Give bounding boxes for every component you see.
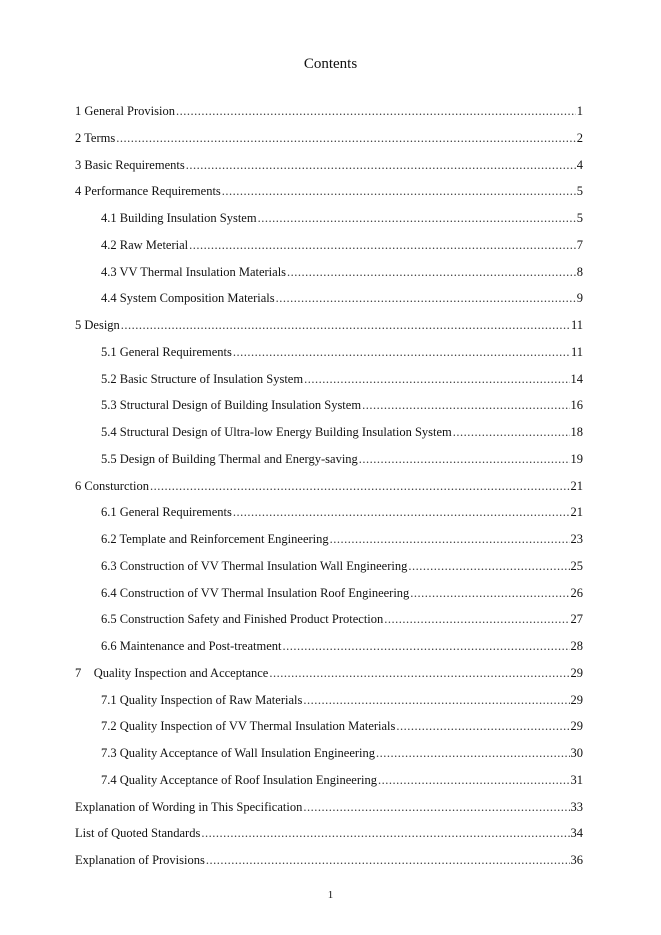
toc-entry [75, 178, 583, 205]
page-number: 1 [327, 889, 334, 901]
toc-entry [75, 526, 583, 553]
toc-entry-title: Explanation of Wording in This Specification [75, 799, 303, 814]
page-title: Contents [303, 56, 358, 72]
toc-entry-title: 7.1 Quality Inspection of Raw Materials [101, 692, 303, 707]
toc-entry-page: 9 [576, 291, 583, 306]
toc-dot-leader [233, 339, 570, 366]
toc-entry-page: 11 [570, 318, 583, 332]
toc-entry-page: 19 [570, 451, 583, 466]
toc-entry [75, 767, 583, 794]
table-of-contents [75, 98, 583, 874]
toc-dot-leader [206, 847, 570, 874]
toc-entry [75, 687, 583, 714]
toc-dot-leader [150, 473, 570, 500]
toc-entry-title: 6.1 General Requirements [101, 505, 232, 520]
toc-entry-title: 4.2 Raw Meterial [101, 237, 189, 252]
toc-dot-leader [276, 285, 576, 312]
toc-entry-title: 7.3 Quality Acceptance of Wall Insulation Engineering [101, 746, 376, 760]
toc-entry-page: 21 [570, 505, 583, 520]
toc-entry [75, 580, 583, 607]
toc-entry-page: 29 [570, 665, 583, 680]
toc-entry-page: 33 [570, 799, 583, 814]
toc-entry-title: 4 Performance Requirements [75, 184, 221, 199]
toc-dot-leader [376, 740, 569, 767]
toc-entry-page: 34 [570, 826, 583, 841]
toc-entry-page: 31 [570, 772, 583, 787]
toc-entry-page: 7 [576, 237, 583, 252]
toc-dot-leader [176, 98, 576, 125]
toc-entry-page: 8 [576, 264, 583, 279]
toc-entry-page: 1 [576, 104, 583, 118]
toc-entry [75, 847, 583, 874]
toc-entry [75, 232, 583, 259]
toc-entry-page: 26 [570, 585, 583, 600]
toc-entry-title: Explanation of Provisions [75, 853, 205, 867]
toc-entry-title: 5.1 General Requirements [101, 344, 232, 359]
toc-entry-title: 6.3 Construction of VV Thermal Insulation Wall Engineering [101, 558, 408, 573]
toc-dot-leader [408, 553, 569, 580]
toc-dot-leader [201, 820, 569, 847]
toc-entry-title: 6.2 Template and Reinforcement Engineering [101, 532, 329, 546]
toc-dot-leader [362, 392, 569, 419]
toc-entry [75, 794, 583, 821]
toc-dot-leader [396, 713, 569, 740]
toc-entry-title: 6 Consturction [75, 478, 149, 493]
toc-entry [75, 98, 583, 125]
toc-entry-title: 5.2 Basic Structure of Insulation System [101, 371, 304, 386]
toc-dot-leader [384, 606, 569, 633]
toc-entry [75, 285, 583, 312]
toc-dot-leader [304, 366, 569, 393]
toc-entry [75, 446, 583, 473]
toc-entry-page: 16 [570, 398, 583, 413]
toc-dot-leader [269, 660, 569, 687]
toc-entry-page: 30 [570, 746, 583, 760]
toc-dot-leader [410, 580, 569, 607]
toc-entry-page: 18 [570, 425, 583, 439]
toc-entry [75, 339, 583, 366]
toc-entry [75, 633, 583, 660]
toc-entry-title: 5.4 Structural Design of Ultra-low Energy Building Insulation System [101, 425, 452, 439]
toc-entry-title: List of Quoted Standards [75, 826, 201, 841]
toc-entry [75, 205, 583, 232]
toc-entry [75, 473, 583, 500]
toc-entry-page: 21 [570, 478, 583, 493]
toc-entry [75, 713, 583, 740]
toc-entry-title: 7.2 Quality Inspection of VV Thermal Insulation Materials [101, 719, 396, 734]
toc-entry [75, 392, 583, 419]
toc-entry [75, 312, 583, 339]
toc-entry-title: 6.4 Construction of VV Thermal Insulation Roof Engineering [101, 585, 410, 600]
toc-entry-title: 1 General Provision [75, 104, 175, 118]
toc-entry-page: 11 [570, 344, 583, 359]
toc-entry [75, 660, 583, 687]
toc-entry-title: 3 Basic Requirements [75, 157, 185, 172]
toc-dot-leader [283, 633, 570, 660]
toc-entry-title: 7 Quality Inspection and Acceptance [75, 665, 269, 680]
toc-entry-title: 5.3 Structural Design of Building Insulation System [101, 398, 362, 413]
toc-dot-leader [330, 526, 570, 553]
toc-entry-page: 5 [576, 211, 583, 225]
toc-dot-leader [287, 259, 576, 286]
toc-entry-page: 23 [570, 532, 583, 546]
toc-entry-page: 5 [576, 184, 583, 199]
toc-dot-leader [378, 767, 570, 794]
toc-dot-leader [233, 499, 570, 526]
toc-entry-title: 4.3 VV Thermal Insulation Materials [101, 264, 287, 279]
toc-entry [75, 366, 583, 393]
toc-dot-leader [116, 125, 576, 152]
toc-entry-page: 36 [570, 853, 583, 867]
toc-entry-page: 25 [570, 558, 583, 573]
toc-entry [75, 820, 583, 847]
toc-entry-title: 6.6 Maintenance and Post-treatment [101, 639, 282, 653]
toc-entry [75, 419, 583, 446]
toc-dot-leader [121, 312, 570, 339]
toc-entry-page: 29 [570, 719, 583, 734]
toc-entry [75, 152, 583, 179]
toc-entry [75, 499, 583, 526]
toc-dot-leader [189, 232, 576, 259]
toc-entry-page: 28 [570, 639, 583, 653]
toc-entry-title: 4.4 System Composition Materials [101, 291, 275, 306]
toc-dot-leader [258, 205, 576, 232]
toc-entry [75, 740, 583, 767]
toc-dot-leader [222, 178, 576, 205]
toc-dot-leader [359, 446, 570, 473]
toc-dot-leader [303, 687, 569, 714]
toc-entry-page: 14 [570, 371, 583, 386]
toc-entry-title: 5 Design [75, 318, 120, 332]
toc-entry [75, 606, 583, 633]
toc-entry-title: 2 Terms [75, 130, 116, 145]
toc-entry-page: 29 [570, 692, 583, 707]
toc-entry-page: 2 [576, 130, 583, 145]
toc-entry-title: 7.4 Quality Acceptance of Roof Insulation Engineering [101, 772, 377, 787]
toc-entry-title: 4.1 Building Insulation System [101, 211, 257, 225]
toc-entry [75, 259, 583, 286]
toc-entry [75, 125, 583, 152]
toc-entry-title: 5.5 Design of Building Thermal and Energy-saving [101, 451, 358, 466]
toc-entry-page: 27 [570, 612, 583, 627]
toc-dot-leader [303, 794, 569, 821]
toc-entry-title: 6.5 Construction Safety and Finished Product Protection [101, 612, 384, 627]
toc-dot-leader [453, 419, 570, 446]
toc-entry [75, 553, 583, 580]
toc-dot-leader [186, 152, 576, 179]
toc-entry-page: 4 [576, 157, 583, 172]
